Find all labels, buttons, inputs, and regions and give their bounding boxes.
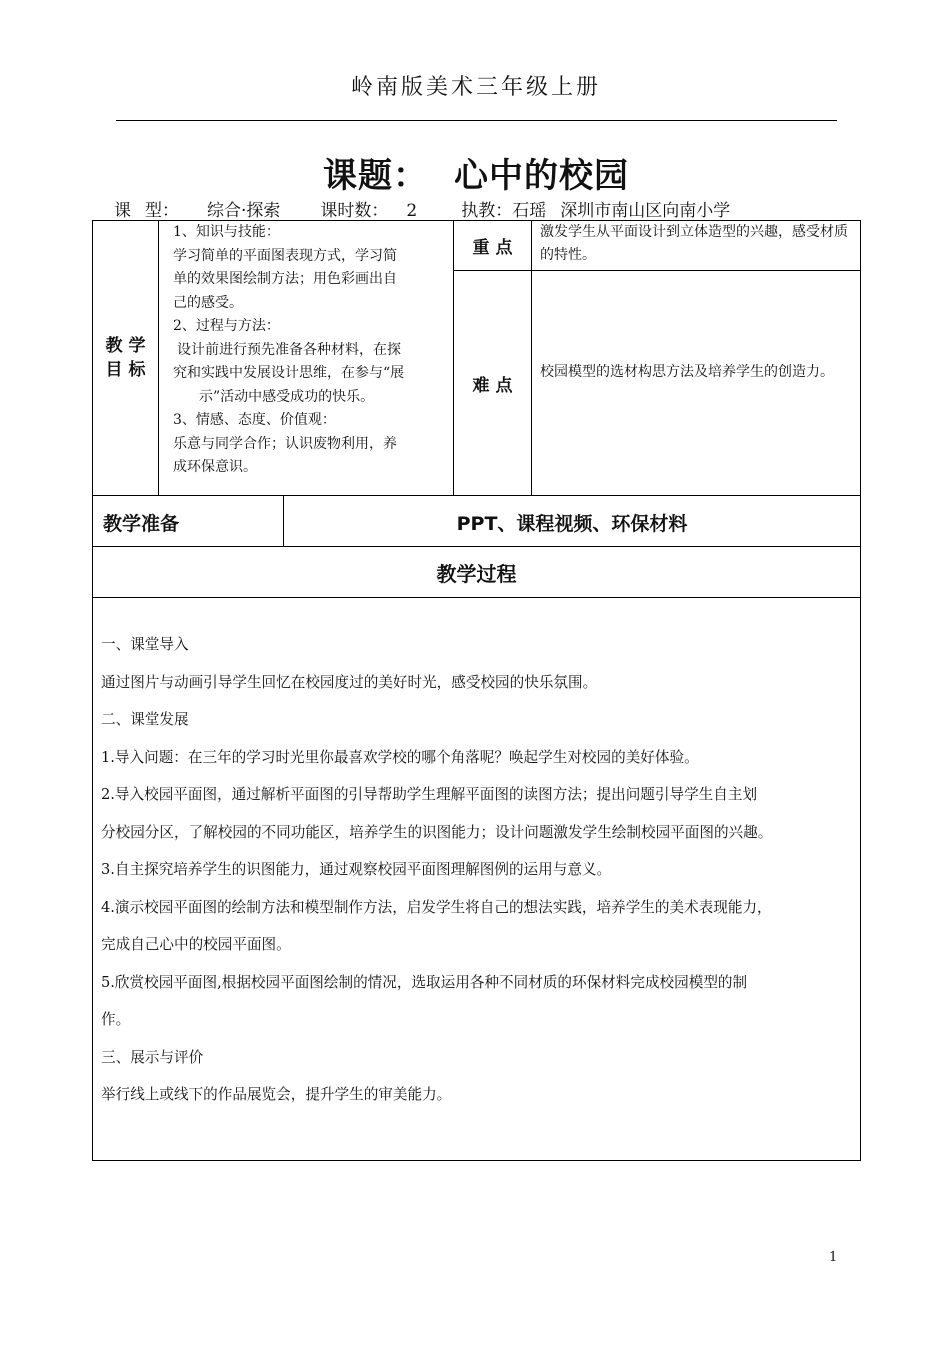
process-paragraph: 完成自己心中的校园平面图。 <box>101 936 291 953</box>
teacher-label: 执教： <box>461 201 513 221</box>
objective-line: 学习简单的平面图表现方式，学习简 <box>173 247 397 264</box>
difficulty-text: 校园模型的选材构思方法及培养学生的创造力。 <box>532 271 861 496</box>
objective-line: 2、过程与方法： <box>173 318 280 334</box>
type-label-part2: 型： <box>145 201 179 221</box>
lesson-title-prefix: 课题： <box>323 156 428 196</box>
objective-line: 3、情感、态度、价值观： <box>173 412 336 428</box>
process-paragraph: 二、课堂发展 <box>101 711 189 728</box>
objectives-label-line1: 教 学 <box>105 336 146 356</box>
process-heading: 教学过程 <box>93 547 861 598</box>
process-paragraph: 4.演示校园平面图的绘制方法和模型制作方法，启发学生将自己的想法实践，培养学生的美术表现能力， <box>101 898 772 916</box>
objective-line: 成环保意识。 <box>173 459 257 475</box>
objective-line: 究和实践中发展设计思维，在参与“展 <box>173 365 405 381</box>
process-paragraph: 分校园分区，了解校园的不同功能区，培养学生的识图能力；设计问题激发学生绘制校园平面图的兴趣。 <box>101 823 773 841</box>
school-name: 深圳市南山区向南小学 <box>560 201 731 221</box>
objective-line: 1、知识与技能： <box>173 224 280 240</box>
process-paragraph: 3.自主探究培养学生的识图能力，通过观察校园平面图理解图例的运用与意义。 <box>101 861 612 878</box>
preparation-label: 教学准备 <box>93 496 284 547</box>
type-label-part1: 课 <box>114 201 131 221</box>
objectives-content <box>159 221 454 496</box>
objectives-label-line2: 目 标 <box>105 360 146 380</box>
objective-line: 设计前进行预先准备各种材料，在探 <box>177 341 401 358</box>
page-number: 1 <box>829 1250 838 1265</box>
objectives-label <box>93 221 159 496</box>
objective-line: 单的效果图绘制方法；用色彩画出自 <box>173 271 397 287</box>
process-paragraph: 1.导入问题：在三年的学习时光里你最喜欢学校的哪个角落呢？唤起学生对校园的美好体验。 <box>101 748 699 766</box>
header-divider <box>116 120 837 121</box>
objective-line: 示”活动中感受成功的快乐。 <box>199 388 375 405</box>
hours-label: 课时数： <box>320 201 389 221</box>
hours-value: 2 <box>406 201 418 221</box>
teacher-value: 石瑶 <box>512 201 547 221</box>
process-paragraph: 2.导入校园平面图，通过解析平面图的引导帮助学生理解平面图的读图方法；提出问题引导学生自主划 <box>101 786 758 803</box>
process-paragraph: 一、课堂导入 <box>101 636 189 653</box>
objective-line: 乐意与同学合作；认识废物利用，养 <box>173 435 397 452</box>
difficulty-label: 难 点 <box>454 271 532 496</box>
lesson-title-text: 心中的校园 <box>454 156 629 196</box>
key-point-label: 重 点 <box>454 221 532 271</box>
preparation-value: PPT、课程视频、环保材料 <box>284 496 861 547</box>
process-paragraph: 举行线上或线下的作品展览会，提升学生的审美能力。 <box>101 1086 452 1103</box>
process-content <box>93 598 861 1161</box>
process-paragraph: 5.欣赏校园平面图,根据校园平面图绘制的情况，选取运用各种不同材质的环保材料完成校园模型的制 <box>101 973 748 991</box>
key-point-text: 激发学生从平面设计到立体造型的兴趣，感受材质的特性。 <box>532 221 861 271</box>
page-header-title: 岭南版美术三年级上册 <box>350 75 601 100</box>
process-paragraph: 三、展示与评价 <box>101 1048 204 1066</box>
process-paragraph: 通过图片与动画引导学生回忆在校园度过的美好时光，感受校园的快乐氛围。 <box>101 673 598 691</box>
type-value: 综合·探索 <box>207 201 281 221</box>
lesson-title <box>0 148 952 197</box>
process-paragraph: 作。 <box>101 1011 131 1028</box>
lesson-meta <box>114 196 730 221</box>
objective-line: 己的感受。 <box>173 294 243 311</box>
lesson-plan-table <box>92 220 861 1161</box>
